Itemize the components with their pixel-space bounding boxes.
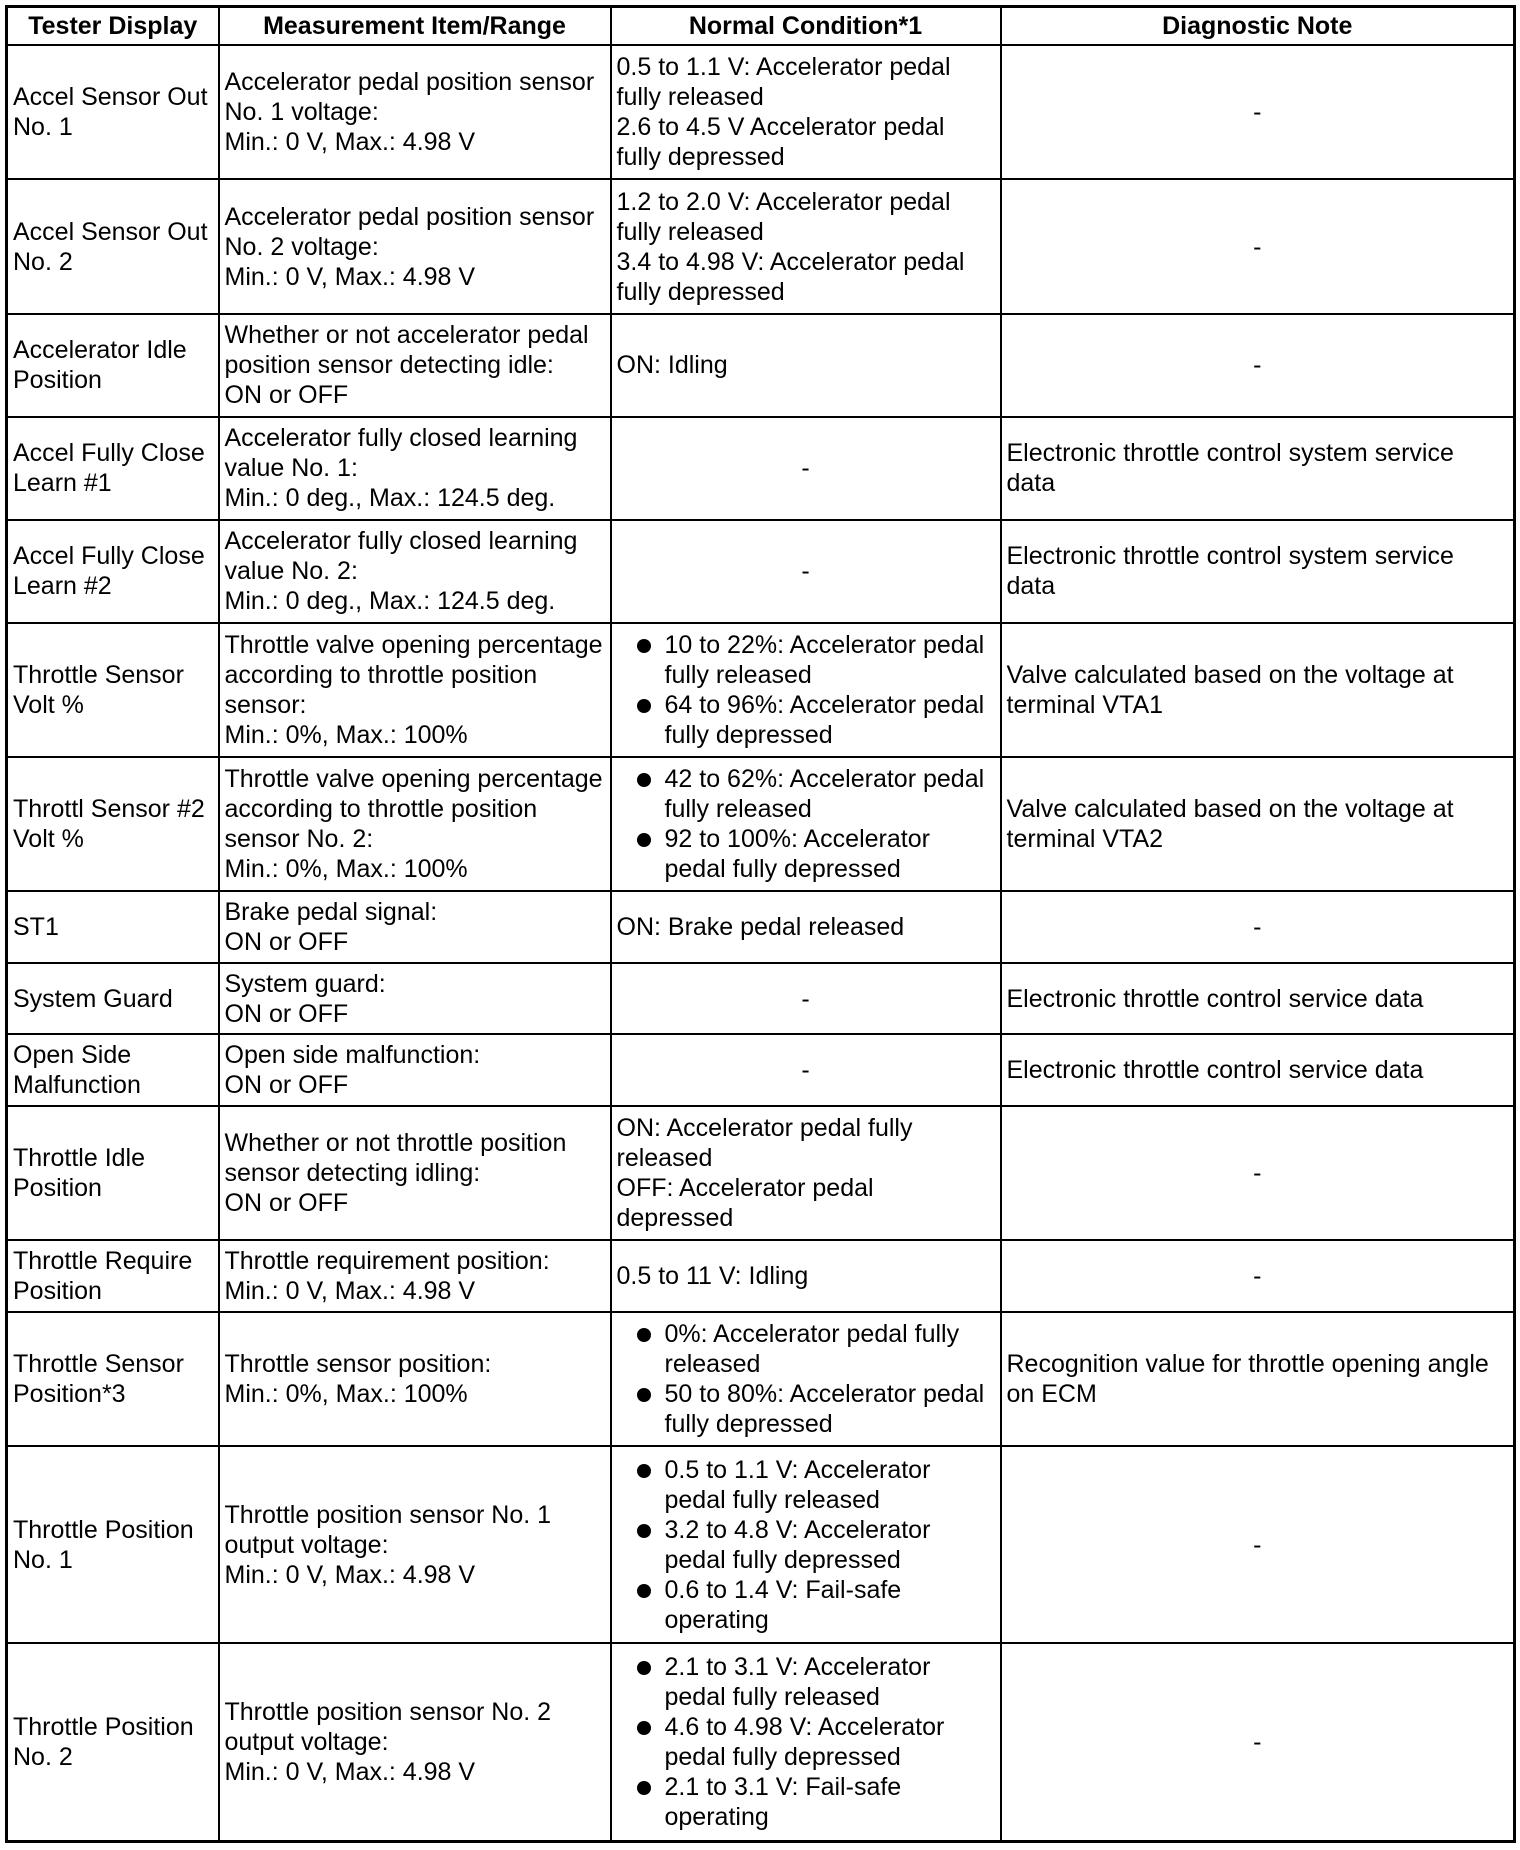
condition-bullet-list bbox=[617, 764, 995, 884]
tester-display-cell bbox=[7, 179, 219, 313]
tester-display-cell-line: No. 1 bbox=[13, 1545, 73, 1574]
normal-condition-cell-line: ON: Brake pedal released bbox=[616, 913, 905, 942]
table-row bbox=[7, 45, 1515, 179]
normal-condition-cell-line: depressed bbox=[616, 1203, 734, 1232]
table-row bbox=[7, 1446, 1515, 1643]
normal-condition-cell-line: fully depressed bbox=[616, 277, 785, 306]
normal-condition-cell-line: 2.6 to 4.5 V Accelerator pedal bbox=[616, 113, 945, 142]
measurement-cell bbox=[219, 1034, 611, 1105]
normal-condition-cell-line: - bbox=[801, 557, 810, 586]
tester-display-cell-line: No. 2 bbox=[13, 1743, 73, 1772]
normal-condition-cell bbox=[611, 891, 1001, 962]
tester-display-cell bbox=[7, 417, 219, 520]
diagnostic-note-cell: - bbox=[1001, 1106, 1515, 1240]
normal-condition-cell bbox=[611, 314, 1001, 417]
measurement-cell-line: sensor: bbox=[224, 690, 307, 719]
measurement-cell-line: ON or OFF bbox=[224, 928, 349, 957]
measurement-cell bbox=[219, 314, 611, 417]
measurement-cell bbox=[219, 891, 611, 962]
condition-bullet-item: 50 to 80%: Accelerator pedal fully depressed bbox=[617, 1379, 995, 1439]
header-measurement-item: Measurement Item/Range bbox=[219, 7, 611, 46]
tester-display-cell bbox=[7, 1106, 219, 1240]
condition-bullet-item: 3.2 to 4.8 V: Accelerator pedal fully depressed bbox=[617, 1515, 995, 1575]
normal-condition-cell bbox=[611, 417, 1001, 520]
tester-display-cell-line: Throttle Position bbox=[13, 1713, 194, 1742]
condition-bullet-item: 92 to 100%: Accelerator pedal fully depressed bbox=[617, 824, 995, 884]
measurement-cell-line: Min.: 0 V, Max.: 4.98 V bbox=[224, 128, 476, 157]
normal-condition-cell-line: 1.2 to 2.0 V: Accelerator pedal bbox=[616, 187, 951, 216]
table-row bbox=[7, 963, 1515, 1034]
tester-display-cell bbox=[7, 314, 219, 417]
normal-condition-cell bbox=[611, 1643, 1001, 1841]
normal-condition-cell-line: - bbox=[801, 984, 810, 1013]
diagnostic-note-cell: Recognition value for throttle opening angle on ECM bbox=[1001, 1312, 1515, 1446]
tester-display-cell bbox=[7, 520, 219, 623]
measurement-cell bbox=[219, 520, 611, 623]
measurement-cell-line: output voltage: bbox=[224, 1530, 389, 1559]
diagnostic-note-cell: - bbox=[1001, 314, 1515, 417]
tester-display-cell-line: Throttle Sensor bbox=[13, 1349, 184, 1378]
table-row bbox=[7, 417, 1515, 520]
table-row bbox=[7, 891, 1515, 962]
tester-display-cell-line: Throttl Sensor #2 bbox=[13, 795, 205, 824]
tester-display-cell-line: Volt % bbox=[13, 690, 84, 719]
normal-condition-cell-line: OFF: Accelerator pedal bbox=[616, 1173, 874, 1202]
diagnostic-note-cell: - bbox=[1001, 179, 1515, 313]
measurement-cell bbox=[219, 45, 611, 179]
normal-condition-cell bbox=[611, 623, 1001, 757]
measurement-cell-line: output voltage: bbox=[224, 1728, 389, 1757]
measurement-cell-line: Min.: 0 V, Max.: 4.98 V bbox=[224, 1758, 476, 1787]
diagnostic-note-cell: - bbox=[1001, 1240, 1515, 1311]
measurement-cell-line: Accelerator fully closed learning bbox=[224, 527, 578, 556]
measurement-cell bbox=[219, 417, 611, 520]
tester-display-cell bbox=[7, 1034, 219, 1105]
normal-condition-cell-line: 0.5 to 11 V: Idling bbox=[616, 1261, 809, 1290]
normal-condition-cell bbox=[611, 1312, 1001, 1446]
condition-bullet-list bbox=[617, 1652, 995, 1832]
normal-condition-cell-line: fully released bbox=[616, 83, 764, 112]
measurement-cell bbox=[219, 963, 611, 1034]
measurement-cell-line: Whether or not throttle position bbox=[224, 1128, 567, 1157]
condition-bullet-item: 42 to 62%: Accelerator pedal fully released bbox=[617, 764, 995, 824]
measurement-cell-line: Brake pedal signal: bbox=[224, 898, 438, 927]
measurement-cell-line: value No. 2: bbox=[224, 557, 358, 586]
measurement-cell-line: according to throttle position bbox=[224, 660, 538, 689]
condition-bullet-list bbox=[617, 1319, 995, 1439]
tester-display-cell bbox=[7, 45, 219, 179]
measurement-cell bbox=[219, 623, 611, 757]
table-row bbox=[7, 520, 1515, 623]
diagnostic-note-cell: Electronic throttle control service data bbox=[1001, 963, 1515, 1034]
tester-display-cell bbox=[7, 963, 219, 1034]
condition-bullet-item: 64 to 96%: Accelerator pedal fully depressed bbox=[617, 690, 995, 750]
tester-display-cell bbox=[7, 891, 219, 962]
normal-condition-cell-line: ON: Accelerator pedal fully bbox=[616, 1113, 913, 1142]
normal-condition-cell-line: 0.5 to 1.1 V: Accelerator pedal bbox=[616, 53, 951, 82]
measurement-cell-line: sensor detecting idling: bbox=[224, 1158, 481, 1187]
diagnostic-note-cell: Electronic throttle control system service data bbox=[1001, 417, 1515, 520]
measurement-cell bbox=[219, 1312, 611, 1446]
measurement-cell-line: position sensor detecting idle: bbox=[224, 351, 554, 380]
tester-display-cell-line: Accel Fully Close bbox=[13, 439, 205, 468]
normal-condition-cell bbox=[611, 1240, 1001, 1311]
measurement-cell-line: Throttle requirement position: bbox=[224, 1246, 550, 1275]
measurement-cell-line: ON or OFF bbox=[224, 381, 349, 410]
normal-condition-cell bbox=[611, 1106, 1001, 1240]
tester-display-cell-line: Learn #1 bbox=[13, 469, 112, 498]
normal-condition-cell-line: - bbox=[801, 454, 810, 483]
tester-display-cell-line: Accel Sensor Out bbox=[13, 217, 208, 246]
normal-condition-cell bbox=[611, 1034, 1001, 1105]
measurement-cell-line: Min.: 0 deg., Max.: 124.5 deg. bbox=[224, 484, 556, 513]
normal-condition-cell-line: ON: Idling bbox=[616, 351, 728, 380]
measurement-cell bbox=[219, 757, 611, 891]
tester-display-cell-line: No. 1 bbox=[13, 113, 73, 142]
measurement-cell-line: Min.: 0 V, Max.: 4.98 V bbox=[224, 262, 476, 291]
condition-bullet-item: 2.1 to 3.1 V: Fail-safe operating bbox=[617, 1772, 995, 1832]
measurement-cell-line: Accelerator pedal position sensor bbox=[224, 68, 595, 97]
measurement-cell-line: Whether or not accelerator pedal bbox=[224, 321, 589, 350]
tester-display-cell-line: Throttle Idle bbox=[13, 1143, 146, 1172]
table-row bbox=[7, 623, 1515, 757]
header-normal-condition: Normal Condition*1 bbox=[611, 7, 1001, 46]
tester-display-cell-line: Throttle Sensor bbox=[13, 660, 184, 689]
measurement-cell-line: Throttle position sensor No. 1 bbox=[224, 1500, 552, 1529]
header-tester-display: Tester Display bbox=[7, 7, 219, 46]
condition-bullet-item: 0.5 to 1.1 V: Accelerator pedal fully released bbox=[617, 1455, 995, 1515]
table-row bbox=[7, 757, 1515, 891]
measurement-cell bbox=[219, 1240, 611, 1311]
diagnostic-note-cell: - bbox=[1001, 891, 1515, 962]
tester-display-cell-line: Malfunction bbox=[13, 1070, 141, 1099]
measurement-cell-line: ON or OFF bbox=[224, 1070, 349, 1099]
diagnostic-note-cell: Valve calculated based on the voltage at terminal VTA2 bbox=[1001, 757, 1515, 891]
measurement-cell-line: Min.: 0%, Max.: 100% bbox=[224, 720, 468, 749]
normal-condition-cell-line: fully depressed bbox=[616, 143, 785, 172]
normal-condition-cell bbox=[611, 757, 1001, 891]
measurement-cell-line: Accelerator pedal position sensor bbox=[224, 202, 595, 231]
table-row bbox=[7, 1034, 1515, 1105]
normal-condition-cell-line: released bbox=[616, 1143, 713, 1172]
measurement-cell-line: Open side malfunction: bbox=[224, 1040, 481, 1069]
measurement-cell-line: Throttle valve opening percentage bbox=[224, 765, 603, 794]
tester-display-cell bbox=[7, 1446, 219, 1643]
header-diagnostic-note: Diagnostic Note bbox=[1001, 7, 1515, 46]
measurement-cell bbox=[219, 179, 611, 313]
tester-display-cell-line: Volt % bbox=[13, 825, 84, 854]
measurement-cell-line: Throttle valve opening percentage bbox=[224, 630, 603, 659]
normal-condition-cell bbox=[611, 1446, 1001, 1643]
measurement-cell-line: Min.: 0%, Max.: 100% bbox=[224, 855, 468, 884]
tester-display-cell-line: No. 2 bbox=[13, 247, 73, 276]
normal-condition-cell bbox=[611, 520, 1001, 623]
condition-bullet-list bbox=[617, 630, 995, 750]
measurement-cell bbox=[219, 1106, 611, 1240]
condition-bullet-item: 2.1 to 3.1 V: Accelerator pedal fully released bbox=[617, 1652, 995, 1712]
tester-display-cell-line: Open Side bbox=[13, 1040, 132, 1069]
measurement-cell-line: according to throttle position bbox=[224, 795, 538, 824]
diagnostic-note-cell: Electronic throttle control service data bbox=[1001, 1034, 1515, 1105]
measurement-cell-line: No. 1 voltage: bbox=[224, 98, 379, 127]
measurement-cell-line: Throttle sensor position: bbox=[224, 1349, 492, 1378]
measurement-cell-line: Min.: 0%, Max.: 100% bbox=[224, 1379, 468, 1408]
tester-display-cell-line: Learn #2 bbox=[13, 572, 112, 601]
tester-display-cell bbox=[7, 1643, 219, 1841]
tester-display-cell-line: Position bbox=[13, 1173, 102, 1202]
data-list-table bbox=[5, 5, 1516, 1843]
condition-bullet-item: 4.6 to 4.98 V: Accelerator pedal fully depressed bbox=[617, 1712, 995, 1772]
measurement-cell-line: No. 2 voltage: bbox=[224, 232, 379, 261]
diagnostic-note-cell: - bbox=[1001, 1643, 1515, 1841]
measurement-cell-line: Min.: 0 V, Max.: 4.98 V bbox=[224, 1276, 476, 1305]
measurement-cell-line: System guard: bbox=[224, 969, 386, 998]
measurement-cell-line: Min.: 0 V, Max.: 4.98 V bbox=[224, 1560, 476, 1589]
tester-display-cell bbox=[7, 623, 219, 757]
tester-display-cell-line: Position*3 bbox=[13, 1379, 126, 1408]
condition-bullet-list bbox=[617, 1455, 995, 1635]
tester-display-cell bbox=[7, 757, 219, 891]
table-row bbox=[7, 314, 1515, 417]
measurement-cell bbox=[219, 1446, 611, 1643]
measurement-cell-line: Accelerator fully closed learning bbox=[224, 424, 578, 453]
normal-condition-cell-line: fully released bbox=[616, 217, 764, 246]
normal-condition-cell-line: 3.4 to 4.98 V: Accelerator pedal bbox=[616, 247, 965, 276]
normal-condition-cell bbox=[611, 45, 1001, 179]
condition-bullet-item: 0%: Accelerator pedal fully released bbox=[617, 1319, 995, 1379]
table-row bbox=[7, 1106, 1515, 1240]
normal-condition-cell-line: - bbox=[801, 1055, 810, 1084]
measurement-cell-line: ON or OFF bbox=[224, 999, 349, 1028]
diagnostic-note-cell: - bbox=[1001, 45, 1515, 179]
diagnostic-note-cell: - bbox=[1001, 1446, 1515, 1643]
tester-display-cell-line: System Guard bbox=[13, 984, 173, 1013]
header-row bbox=[7, 7, 1515, 46]
tester-display-cell-line: Position bbox=[13, 366, 102, 395]
measurement-cell-line: sensor No. 2: bbox=[224, 825, 374, 854]
tester-display-cell-line: Position bbox=[13, 1276, 102, 1305]
diagnostic-note-cell: Electronic throttle control system service data bbox=[1001, 520, 1515, 623]
table-row bbox=[7, 1312, 1515, 1446]
condition-bullet-item: 10 to 22%: Accelerator pedal fully released bbox=[617, 630, 995, 690]
table-row bbox=[7, 179, 1515, 313]
measurement-cell-line: ON or OFF bbox=[224, 1188, 349, 1217]
tester-display-cell-line: Throttle Position bbox=[13, 1515, 194, 1544]
condition-bullet-item: 0.6 to 1.4 V: Fail-safe operating bbox=[617, 1575, 995, 1635]
normal-condition-cell bbox=[611, 179, 1001, 313]
tester-display-cell-line: Throttle Require bbox=[13, 1246, 193, 1275]
tester-display-cell bbox=[7, 1240, 219, 1311]
measurement-cell-line: Min.: 0 deg., Max.: 124.5 deg. bbox=[224, 587, 556, 616]
tester-display-cell bbox=[7, 1312, 219, 1446]
tester-display-cell-line: Accel Fully Close bbox=[13, 542, 205, 571]
tester-display-cell-line: Accel Sensor Out bbox=[13, 83, 208, 112]
measurement-cell-line: Throttle position sensor No. 2 bbox=[224, 1698, 552, 1727]
tester-display-cell-line: Accelerator Idle bbox=[13, 336, 187, 365]
measurement-cell-line: value No. 1: bbox=[224, 454, 358, 483]
tester-display-cell-line: ST1 bbox=[13, 913, 59, 942]
data-list-page bbox=[5, 5, 1513, 1843]
table-row bbox=[7, 1643, 1515, 1841]
table-row bbox=[7, 1240, 1515, 1311]
measurement-cell bbox=[219, 1643, 611, 1841]
diagnostic-note-cell: Valve calculated based on the voltage at terminal VTA1 bbox=[1001, 623, 1515, 757]
normal-condition-cell bbox=[611, 963, 1001, 1034]
